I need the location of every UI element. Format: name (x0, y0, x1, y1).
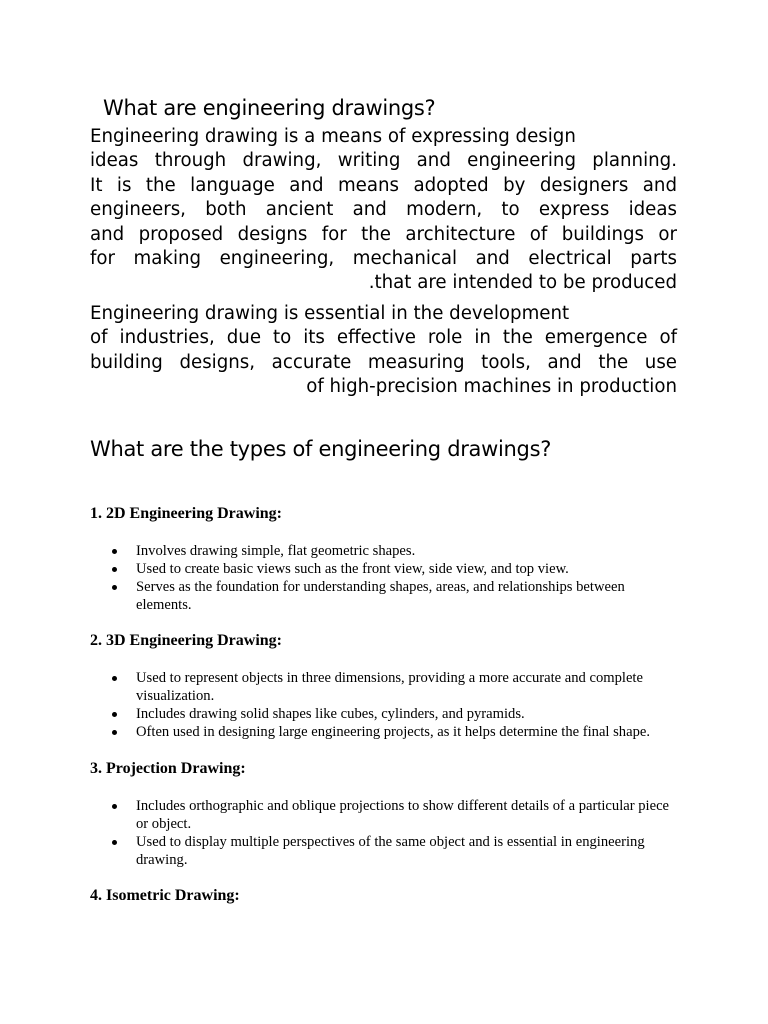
bullet-icon (112, 567, 117, 572)
paragraph-line: It is the language and means adopted by designers and (90, 174, 677, 196)
list-item-text: Serves as the foundation for understanding shapes, areas, and relationships between elements. (136, 579, 625, 613)
bullet-icon (112, 804, 117, 809)
paragraph-line: Engineering drawing is essential in the development (90, 303, 570, 324)
list-item (112, 705, 672, 723)
list-item (112, 578, 672, 614)
list-item (112, 797, 672, 833)
types-heading: What are the types of engineering drawings? (90, 437, 552, 461)
bullet-icon (112, 549, 117, 554)
list-item-text: Includes orthographic and oblique projections to show different details of a particular piece or object. (136, 798, 670, 832)
paragraph-line: ideas through drawing, writing and engineering planning. (90, 150, 677, 172)
paragraph-line: engineers, both ancient and modern, to express ideas (90, 199, 677, 221)
bullet-list-projection (112, 797, 672, 869)
paragraph-line: Engineering drawing is a means of expressing design (90, 126, 576, 147)
industry-paragraph (90, 302, 677, 400)
list-item-text: Often used in designing large engineering projects, as it helps determine the final shape. (136, 724, 651, 740)
bullet-icon (112, 712, 117, 717)
list-item (112, 833, 672, 869)
list-item-text: Used to display multiple perspectives of the same object and is essential in engineering drawing. (136, 834, 645, 868)
paragraph-line: .that are intended to be produced (368, 272, 677, 294)
paragraph-line: building designs, accurate measuring tools, and the use (90, 351, 677, 373)
section-title-2d: 1. 2D Engineering Drawing: (90, 505, 282, 522)
section-title-projection: 3. Projection Drawing: (90, 760, 246, 777)
list-item-text: Used to create basic views such as the front view, side view, and top view. (136, 561, 569, 577)
bullet-icon (112, 840, 117, 845)
list-item-text: Involves drawing simple, flat geometric shapes. (136, 543, 416, 559)
list-item (112, 560, 672, 578)
main-heading: What are engineering drawings? (103, 96, 436, 120)
section-title-isometric: 4. Isometric Drawing: (90, 887, 240, 904)
list-item-text: Includes drawing solid shapes like cubes, cylinders, and pyramids. (136, 706, 525, 722)
bullet-icon (112, 585, 117, 590)
list-item (112, 723, 672, 741)
intro-paragraph (90, 125, 677, 296)
section-title-3d: 2. 3D Engineering Drawing: (90, 632, 282, 649)
bullet-icon (112, 676, 117, 681)
list-item (112, 542, 672, 560)
paragraph-line: of high-precision machines in production (306, 376, 677, 398)
bullet-list-3d (112, 669, 672, 741)
bullet-icon (112, 730, 117, 735)
bullet-list-2d (112, 542, 672, 614)
paragraph-line: of industries, due to its effective role in the emergence of (90, 327, 677, 349)
paragraph-line: for making engineering, mechanical and electrical parts (90, 248, 677, 270)
list-item-text: Used to represent objects in three dimensions, providing a more accurate and complete visualization. (136, 670, 643, 704)
list-item (112, 669, 672, 705)
paragraph-line: and proposed designs for the architecture of buildings or (90, 223, 677, 245)
